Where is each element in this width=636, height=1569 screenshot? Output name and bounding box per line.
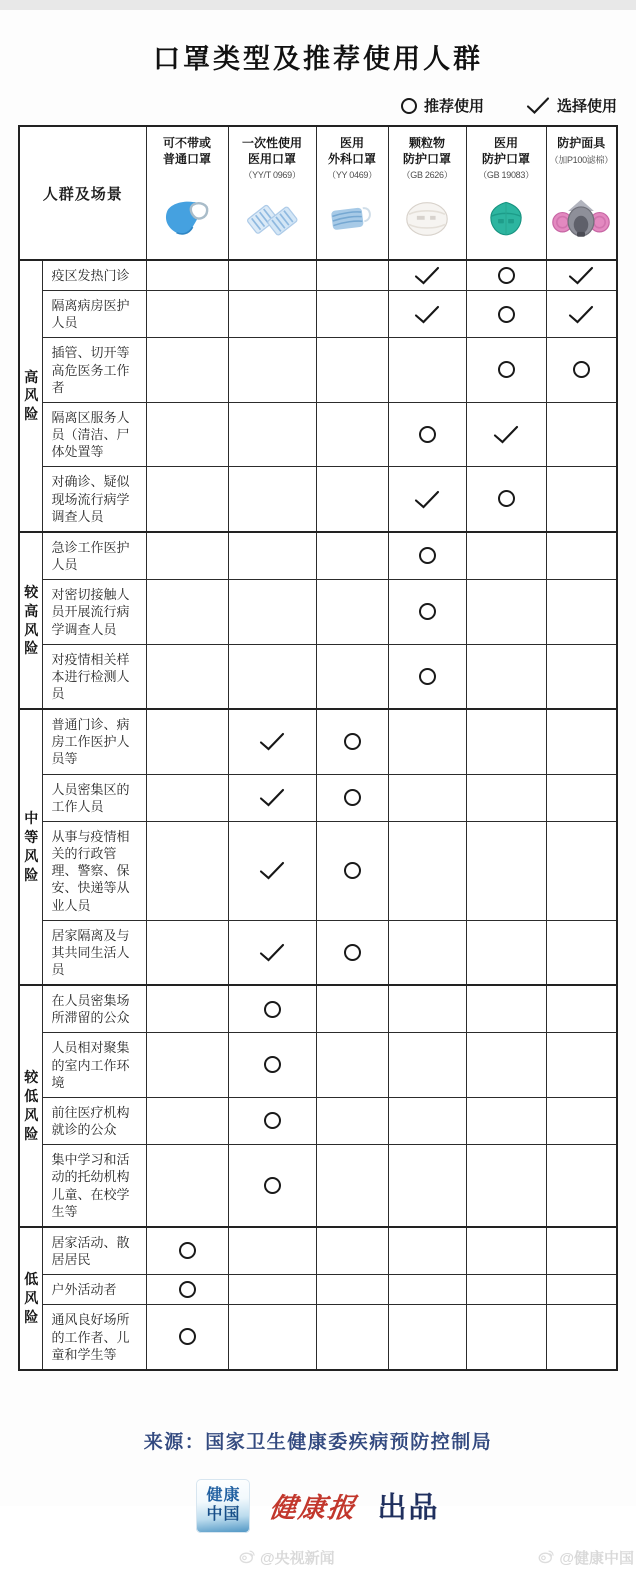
legend-optional-label: 选择使用 <box>556 98 617 115</box>
scenario-cell: 前往医疗机构就诊的公众 <box>43 1097 146 1144</box>
mark-circle <box>228 985 316 1033</box>
check-icon <box>568 266 594 285</box>
mark-check <box>388 291 466 338</box>
mark-empty <box>388 985 466 1033</box>
mark-empty <box>316 338 388 402</box>
mark-empty <box>388 1227 466 1275</box>
check-icon <box>493 425 519 444</box>
mark-check <box>546 260 617 291</box>
check-icon <box>414 266 440 285</box>
table-row <box>19 580 617 644</box>
mark-empty <box>228 402 316 466</box>
cloth-mask-icon <box>147 179 228 259</box>
circle-icon <box>419 426 436 443</box>
circle-icon <box>264 1112 281 1129</box>
mark-empty <box>316 1145 388 1227</box>
mark-empty <box>546 1145 617 1227</box>
circle-icon <box>573 361 590 378</box>
mask-standard-label: （GB 19083） <box>478 170 534 181</box>
mark-empty <box>546 467 617 532</box>
column-header-surgical-mask <box>316 126 388 260</box>
mark-empty <box>466 1145 546 1227</box>
mark-circle <box>228 1097 316 1144</box>
circle-icon <box>264 1001 281 1018</box>
mark-circle <box>316 821 388 920</box>
mark-empty <box>228 467 316 532</box>
circle-icon <box>419 603 436 620</box>
scenario-cell: 居家活动、散居居民 <box>43 1227 146 1275</box>
mark-empty <box>466 1275 546 1305</box>
scenario-cell: 居家隔离及与其共同生活人员 <box>43 920 146 985</box>
mark-empty <box>546 1033 617 1097</box>
mark-empty <box>316 985 388 1033</box>
mark-check <box>466 402 546 466</box>
mark-empty <box>146 467 228 532</box>
mark-empty <box>466 1097 546 1144</box>
mark-empty <box>228 532 316 580</box>
circle-icon <box>344 733 361 750</box>
mask-standard-label: （加P100滤棉） <box>549 154 613 165</box>
mark-empty <box>546 709 617 774</box>
mark-check <box>228 821 316 920</box>
table-body <box>19 260 617 1370</box>
mark-circle <box>466 260 546 291</box>
mark-empty <box>388 709 466 774</box>
mark-empty <box>388 1145 466 1227</box>
mark-empty <box>546 532 617 580</box>
scenario-cell: 插管、切开等高危医务工作者 <box>43 338 146 402</box>
mark-empty <box>316 532 388 580</box>
check-icon <box>526 97 550 114</box>
scenario-cell: 通风良好场所的工作者、儿童和学生等 <box>43 1305 146 1370</box>
mark-empty <box>228 291 316 338</box>
mark-empty <box>388 774 466 821</box>
scenario-cell: 隔离区服务人员（清洁、尸体处置等 <box>43 402 146 466</box>
check-icon <box>259 943 285 962</box>
mark-empty <box>146 338 228 402</box>
scenario-cell: 人员相对聚集的室内工作环境 <box>43 1033 146 1097</box>
mark-empty <box>146 774 228 821</box>
circle-icon <box>179 1328 196 1345</box>
watermark-right-label: @健康中国 <box>559 1550 634 1568</box>
mark-circle <box>466 291 546 338</box>
column-header-disposable-medical-mask <box>228 126 316 260</box>
produced-by-label: 出品 <box>377 1492 440 1525</box>
mark-empty <box>146 532 228 580</box>
scenario-cell: 对确诊、疑似现场流行病学调查人员 <box>43 467 146 532</box>
mark-empty <box>466 644 546 709</box>
mark-empty <box>546 985 617 1033</box>
source-line: 来源：国家卫生健康委疾病预防控制局 <box>143 1431 493 1453</box>
mark-circle <box>316 709 388 774</box>
check-icon <box>259 788 285 807</box>
mark-empty <box>466 774 546 821</box>
top-strip <box>0 0 636 10</box>
scenario-cell: 在人员密集场所滞留的公众 <box>43 985 146 1033</box>
mark-empty <box>388 821 466 920</box>
risk-text: 低风险 <box>24 1271 39 1325</box>
scenario-cell: 普通门诊、病房工作医护人员等 <box>43 709 146 774</box>
watermark-right <box>537 1547 634 1569</box>
mask-name-label: 一次性使用 医用口罩 <box>241 136 302 166</box>
mark-circle <box>228 1033 316 1097</box>
mark-empty <box>228 260 316 291</box>
legend <box>19 95 617 116</box>
table-row <box>19 709 617 774</box>
table-row <box>19 1033 617 1097</box>
scenario-cell: 对密切接触人员开展流行病学调查人员 <box>43 580 146 644</box>
mark-circle <box>146 1305 228 1370</box>
table-row <box>19 260 617 291</box>
circle-icon <box>179 1242 196 1259</box>
risk-text: 较高风险 <box>24 583 39 657</box>
mark-check <box>228 774 316 821</box>
table-row <box>19 644 617 709</box>
mark-circle <box>466 338 546 402</box>
mark-check <box>228 709 316 774</box>
column-header-particulate-respirator <box>388 126 466 260</box>
mark-empty <box>546 1227 617 1275</box>
scenario-cell: 疫区发热门诊 <box>43 260 146 291</box>
table-row <box>19 1097 617 1144</box>
mark-empty <box>546 920 617 985</box>
mask-standard-label: （GB 2626） <box>401 170 453 181</box>
mark-check <box>388 260 466 291</box>
table-row <box>19 1145 617 1227</box>
column-header-cloth-mask <box>146 126 228 260</box>
check-icon <box>259 732 285 751</box>
jkzg-logo-line2: 中国 <box>206 1505 241 1523</box>
mask-standard-label: （YY/T 0969） <box>243 170 301 181</box>
mark-empty <box>388 920 466 985</box>
watermark-left-label: @央视新闻 <box>260 1550 335 1568</box>
scenario-cell: 隔离病房医护人员 <box>43 291 146 338</box>
legend-optional <box>526 95 617 116</box>
circle-icon <box>498 490 515 507</box>
table-row <box>19 821 617 920</box>
mark-empty <box>228 338 316 402</box>
table-row <box>19 338 617 402</box>
mark-circle <box>146 1275 228 1305</box>
mark-circle <box>388 580 466 644</box>
legend-recommended-label: 推荐使用 <box>423 98 484 115</box>
mark-empty <box>146 1097 228 1144</box>
mark-empty <box>466 920 546 985</box>
mark-empty <box>146 920 228 985</box>
table-row <box>19 1305 617 1370</box>
mark-empty <box>316 260 388 291</box>
mark-empty <box>466 580 546 644</box>
page-title: 口罩类型及推荐使用人群 <box>153 44 483 74</box>
mark-empty <box>316 1275 388 1305</box>
mark-empty <box>466 821 546 920</box>
mark-empty <box>228 580 316 644</box>
circle-icon <box>419 668 436 685</box>
table-row <box>19 291 617 338</box>
mark-empty <box>316 291 388 338</box>
mark-empty <box>316 644 388 709</box>
circle-icon <box>498 306 515 323</box>
table-row <box>19 774 617 821</box>
circle-icon <box>344 789 361 806</box>
mask-standard-label: （YY 0469） <box>327 170 377 181</box>
mask-name-label: 可不带或 普通口罩 <box>162 136 211 166</box>
surgical-mask-icon <box>317 179 388 259</box>
mark-empty <box>388 1033 466 1097</box>
mark-empty <box>146 644 228 709</box>
mark-empty <box>146 580 228 644</box>
mark-empty <box>316 1305 388 1370</box>
mark-check <box>228 920 316 985</box>
jkzg-logo-line1: 健康 <box>206 1487 241 1505</box>
circle-icon <box>498 267 515 284</box>
circle-icon <box>401 98 417 114</box>
mark-empty <box>546 821 617 920</box>
mark-empty <box>316 1097 388 1144</box>
mark-empty <box>388 1275 466 1305</box>
jiankangbao-logo: 健康报 <box>267 1493 360 1525</box>
mark-empty <box>546 580 617 644</box>
mark-empty <box>146 709 228 774</box>
mark-circle <box>388 402 466 466</box>
scenario-cell: 户外活动者 <box>43 1275 146 1305</box>
mark-empty <box>316 1033 388 1097</box>
table-row <box>19 1275 617 1305</box>
mark-empty <box>466 532 546 580</box>
mark-check <box>388 467 466 532</box>
circle-icon <box>344 944 361 961</box>
disposable-medical-mask-icon <box>229 179 316 259</box>
circle-icon <box>264 1177 281 1194</box>
check-icon <box>568 305 594 324</box>
risk-group-label <box>19 532 43 709</box>
scenario-cell: 人员密集区的工作人员 <box>43 774 146 821</box>
mark-circle <box>388 644 466 709</box>
circle-icon <box>179 1281 196 1298</box>
mark-empty <box>388 1305 466 1370</box>
table-row <box>19 985 617 1033</box>
mask-name-label: 颗粒物 防护口罩 <box>402 136 451 166</box>
mask-name-label: 医用 防护口罩 <box>481 136 530 166</box>
mark-empty <box>228 1305 316 1370</box>
medical-protective-respirator-icon <box>467 179 546 259</box>
mark-empty <box>316 467 388 532</box>
mark-empty <box>228 1227 316 1275</box>
mark-empty <box>316 580 388 644</box>
mark-empty <box>316 1227 388 1275</box>
circle-icon <box>264 1056 281 1073</box>
watermarks <box>238 1547 634 1569</box>
mark-empty <box>146 1145 228 1227</box>
mark-circle <box>316 774 388 821</box>
mark-circle <box>146 1227 228 1275</box>
mark-circle <box>388 532 466 580</box>
risk-text: 高风险 <box>24 368 39 423</box>
header-row <box>19 126 617 260</box>
watermark-left <box>238 1547 335 1569</box>
risk-group-label <box>19 985 43 1227</box>
weibo-icon <box>238 1547 256 1569</box>
table-row <box>19 1227 617 1275</box>
mark-empty <box>546 1275 617 1305</box>
mark-empty <box>388 1097 466 1144</box>
mark-empty <box>146 985 228 1033</box>
jiankang-zhongguo-logo <box>196 1479 250 1533</box>
mark-empty <box>466 1227 546 1275</box>
mask-recommendation-table <box>18 125 618 1371</box>
check-icon <box>259 861 285 880</box>
table-header <box>19 126 617 260</box>
mark-check <box>546 291 617 338</box>
risk-group-label <box>19 709 43 985</box>
protective-facepiece-icon <box>547 179 617 259</box>
mark-empty <box>146 821 228 920</box>
scenario-cell: 急诊工作医护人员 <box>43 532 146 580</box>
mark-empty <box>388 338 466 402</box>
circle-icon <box>344 862 361 879</box>
risk-text: 中等风险 <box>24 810 39 884</box>
risk-group-label <box>19 1227 43 1370</box>
mark-empty <box>146 402 228 466</box>
mark-empty <box>546 644 617 709</box>
circle-icon <box>419 547 436 564</box>
table-row <box>19 532 617 580</box>
circle-icon <box>498 361 515 378</box>
mark-circle <box>466 467 546 532</box>
table-row <box>19 402 617 466</box>
table-row <box>19 920 617 985</box>
mark-empty <box>146 291 228 338</box>
risk-group-label <box>19 260 43 532</box>
mark-empty <box>546 402 617 466</box>
mark-circle <box>228 1145 316 1227</box>
scenario-cell: 集中学习和活动的托幼机构儿童、在校学生等 <box>43 1145 146 1227</box>
mark-empty <box>466 985 546 1033</box>
weibo-icon <box>537 1547 555 1569</box>
mark-empty <box>546 1097 617 1144</box>
check-icon <box>414 490 440 509</box>
mark-empty <box>146 260 228 291</box>
mark-empty <box>546 1305 617 1370</box>
particulate-respirator-icon <box>389 179 466 259</box>
mark-empty <box>146 1033 228 1097</box>
mark-empty <box>316 402 388 466</box>
mark-empty <box>466 1033 546 1097</box>
mask-name-label: 防护面具 <box>557 136 606 150</box>
mark-empty <box>466 709 546 774</box>
risk-text: 较低风险 <box>24 1069 39 1142</box>
legend-recommended <box>401 95 484 116</box>
scenario-cell: 对疫情相关样本进行检测人员 <box>43 644 146 709</box>
scenario-cell: 从事与疫情相关的行政管理、警察、保安、快递等从业人员 <box>43 821 146 920</box>
mark-empty <box>546 774 617 821</box>
mark-empty <box>466 1305 546 1370</box>
mark-circle <box>546 338 617 402</box>
mark-empty <box>228 1275 316 1305</box>
mark-empty <box>228 644 316 709</box>
column-header-medical-protective-respirator <box>466 126 546 260</box>
check-icon <box>414 305 440 324</box>
column-header-protective-facepiece <box>546 126 617 260</box>
corner-header: 人群及场景 <box>19 126 146 260</box>
mark-circle <box>316 920 388 985</box>
mask-name-label: 医用 外科口罩 <box>327 136 376 166</box>
table-row <box>19 467 617 532</box>
footer-logos <box>0 1479 636 1533</box>
